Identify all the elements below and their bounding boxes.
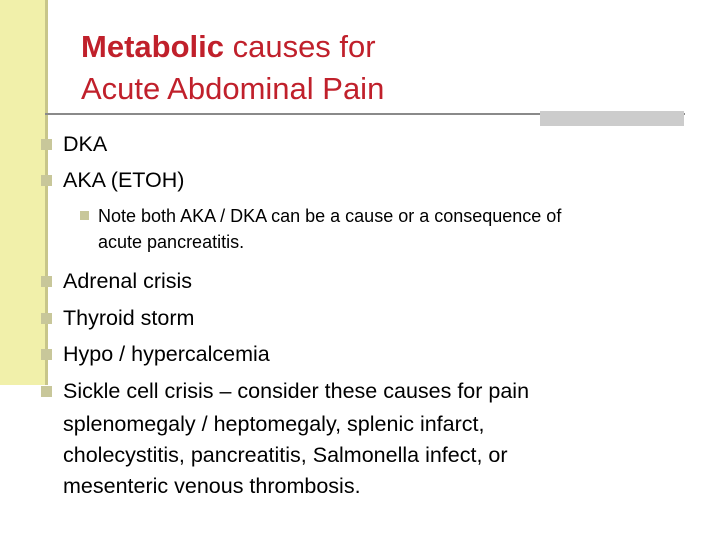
- bullet-sickle-cell-line-2: splenomegaly / heptomegaly, splenic infarct,: [63, 412, 485, 436]
- slide-title: [81, 26, 384, 110]
- bullet-marker: [41, 313, 52, 324]
- title-line-1: [81, 26, 384, 68]
- left-accent-bar-edge: [45, 0, 48, 385]
- bullet-thyroid-storm: Thyroid storm: [63, 306, 195, 330]
- title-line-1-rest: causes for: [223, 29, 376, 64]
- sub-bullet-marker: [80, 211, 89, 220]
- bullet-marker: [41, 276, 52, 287]
- title-line-2: Acute Abdominal Pain: [81, 71, 385, 106]
- sub-bullet-aka-note-line-1: Note both AKA / DKA can be a cause or a consequence of: [98, 206, 562, 226]
- bullet-hypercalcemia: Hypo / hypercalcemia: [63, 342, 270, 366]
- bullet-sickle-cell-line-3: cholecystitis, pancreatitis, Salmonella infect, or: [63, 443, 508, 467]
- divider-accent-block: [540, 111, 684, 126]
- left-accent-bar: [0, 0, 45, 385]
- bullet-adrenal-crisis: Adrenal crisis: [63, 269, 193, 293]
- bullet-dka: DKA: [63, 132, 108, 156]
- bullet-marker: [41, 386, 52, 397]
- bullet-marker: [41, 349, 52, 360]
- bullet-aka: AKA (ETOH): [63, 168, 185, 192]
- sub-bullet-aka-note-line-2: acute pancreatitis.: [98, 232, 245, 252]
- bullet-marker: [41, 175, 52, 186]
- title-keyword: Metabolic: [81, 29, 224, 64]
- bullet-marker: [41, 139, 52, 150]
- bullet-sickle-cell-line-1: Sickle cell crisis – consider these causes for pain: [63, 379, 530, 403]
- bullet-sickle-cell-line-4: mesenteric venous thrombosis.: [63, 474, 361, 498]
